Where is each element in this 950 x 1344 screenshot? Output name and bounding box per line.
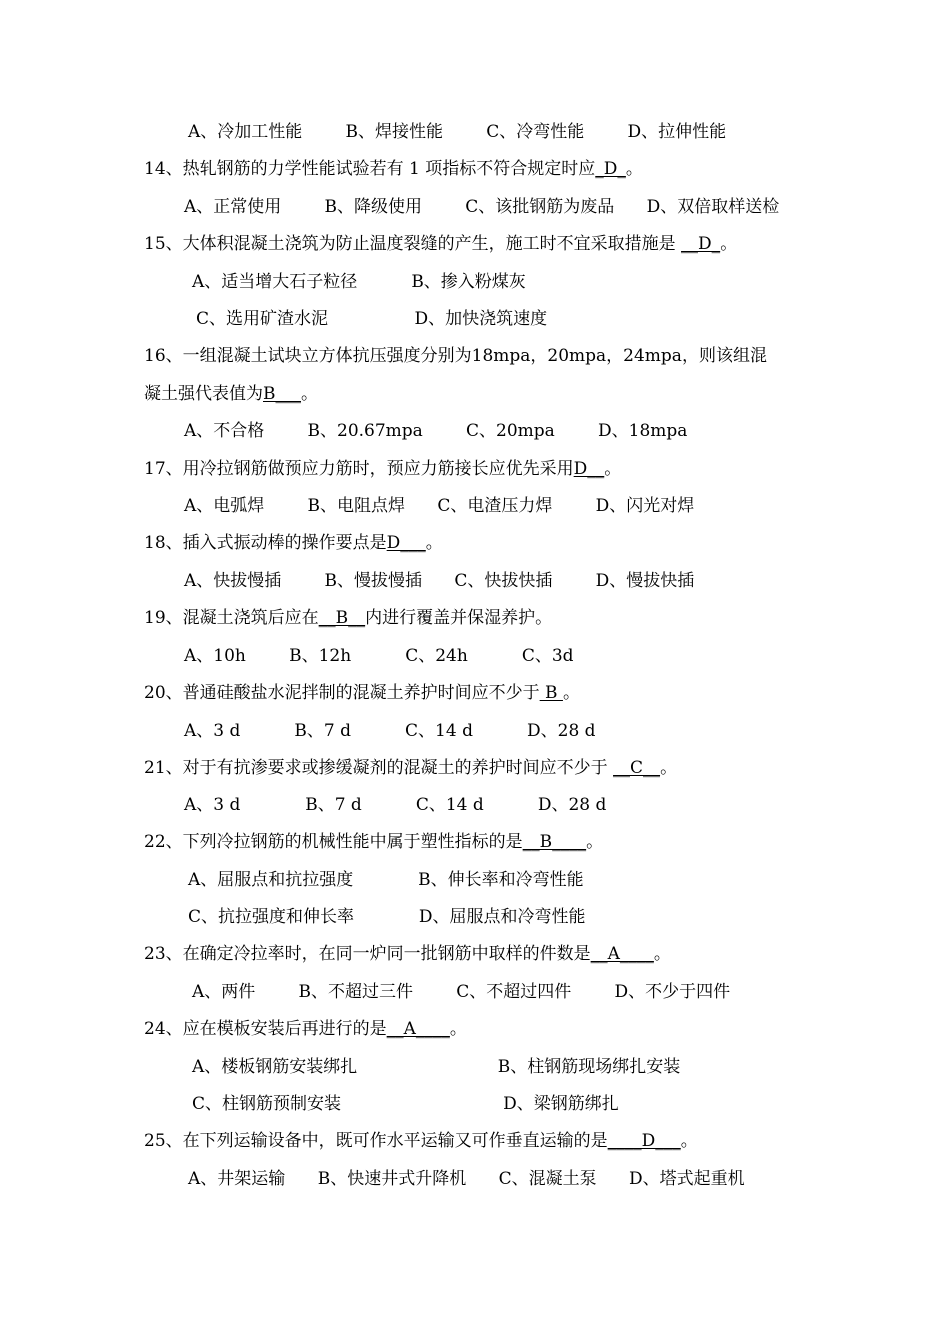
question-22 [144,831,603,853]
question-end: 。 [301,384,318,404]
answer-blank: __A____ [386,1019,450,1039]
answer-blank: _D_ [595,159,626,179]
question-15 [144,233,737,255]
question-end: 。 [680,1131,698,1151]
question-20 [144,682,580,704]
options-25: A、井架运输 B、快速井式升降机 C、混凝土泵 D、塔式起重机 [188,1169,745,1189]
question-14 [144,158,643,180]
options-21: A、3 d B、7 d C、14 d D、28 d [184,795,607,815]
answer-blank: __A____ [590,944,654,964]
options-23: A、两件 B、不超过三件 C、不超过四件 D、不少于四件 [192,982,731,1002]
question-text: 17、用冷拉钢筋做预应力筋时，预应力筋接长应优先采用 [144,459,574,479]
question-end: 。 [449,1019,467,1039]
question-text: 凝土强代表值为 [144,384,263,404]
answer-blank: __C__ [613,758,661,778]
options-15-row1: A、适当增大石子粒径 B、掺入粉煤灰 [192,272,526,292]
options-22-row1: A、屈服点和抗拉强度 B、伸长率和冷弯性能 [188,870,584,890]
options-22-row2: C、抗拉强度和伸长率 D、屈服点和冷弯性能 [188,907,586,927]
options-17: A、电弧焊 B、电阻点焊 C、电渣压力焊 D、闪光对焊 [184,496,695,516]
question-end: 。 [660,758,678,778]
answer-blank: __D_ [681,234,721,254]
question-end: 。 [562,683,580,703]
question-end: 。 [653,944,671,964]
question-end: 。 [625,159,643,179]
question-text: 24、应在模板安装后再进行的是 [144,1019,387,1039]
question-text: 19、混凝土浇筑后应在 [144,608,319,628]
question-end: 。 [586,832,604,852]
options-24-row2: C、柱钢筋预制安装 D、梁钢筋绑扎 [192,1094,619,1114]
answer-blank: B [539,683,563,703]
question-end: 。 [425,533,443,553]
question-16: 16、一组混凝土试块立方体抗压强度分别为18mpa，20mpa，24mpa，则该组混 [144,346,767,366]
answer-blank: B___ [263,384,301,404]
question-end: 内进行覆盖并保湿养护。 [365,608,553,628]
question-text: 15、大体积混凝土浇筑为防止温度裂缝的产生，施工时不宜采取措施是 [144,234,682,254]
question-end: 。 [720,234,738,254]
question-text: 18、插入式振动棒的操作要点是 [144,533,387,553]
question-text: 25、在下列运输设备中，既可作水平运输又可作垂直运输的是 [144,1131,608,1151]
question-end: 。 [604,459,622,479]
options-24-row1: A、楼板钢筋安装绑扎 B、柱钢筋现场绑扎安装 [192,1057,681,1077]
question-text: 20、普通硅酸盐水泥拌制的混凝土养护时间应不少于 [144,683,540,703]
answer-blank: D___ [386,533,426,553]
question-21 [144,757,677,779]
answer-blank: ____D___ [607,1131,681,1151]
question-text: 14、热轧钢筋的力学性能试验若有 1 项指标不符合规定时应 [144,159,596,179]
question-text: 22、下列冷拉钢筋的机械性能中属于塑性指标的是 [144,832,523,852]
options-13: A、冷加工性能 B、焊接性能 C、冷弯性能 D、拉伸性能 [188,122,727,142]
options-19: A、10h B、12h C、24h C、3d [184,646,574,666]
options-16: A、不合格 B、20.67mpa C、20mpa D、18mpa [184,421,688,441]
answer-blank: __B____ [522,832,587,852]
question-19 [144,607,552,629]
options-14: A、正常使用 B、降级使用 C、该批钢筋为废品 D、双倍取样送检 [184,197,780,217]
options-18: A、快拔慢插 B、慢拔慢插 C、快拔快插 D、慢拔快插 [184,571,695,591]
question-25 [144,1130,698,1152]
question-23 [144,943,671,965]
answer-blank: D__ [573,459,605,479]
question-text: 21、对于有抗渗要求或掺缓凝剂的混凝土的养护时间应不少于 [144,758,614,778]
question-17 [144,458,621,480]
options-15-row2: C、选用矿渣水泥 D、加快浇筑速度 [196,309,548,329]
question-text: 23、在确定冷拉率时，在同一炉同一批钢筋中取样的件数是 [144,944,591,964]
question-16-cont [144,383,318,405]
question-18 [144,532,443,554]
question-24 [144,1018,467,1040]
answer-blank: __B__ [318,608,366,628]
options-20: A、3 d B、7 d C、14 d D、28 d [184,721,596,741]
